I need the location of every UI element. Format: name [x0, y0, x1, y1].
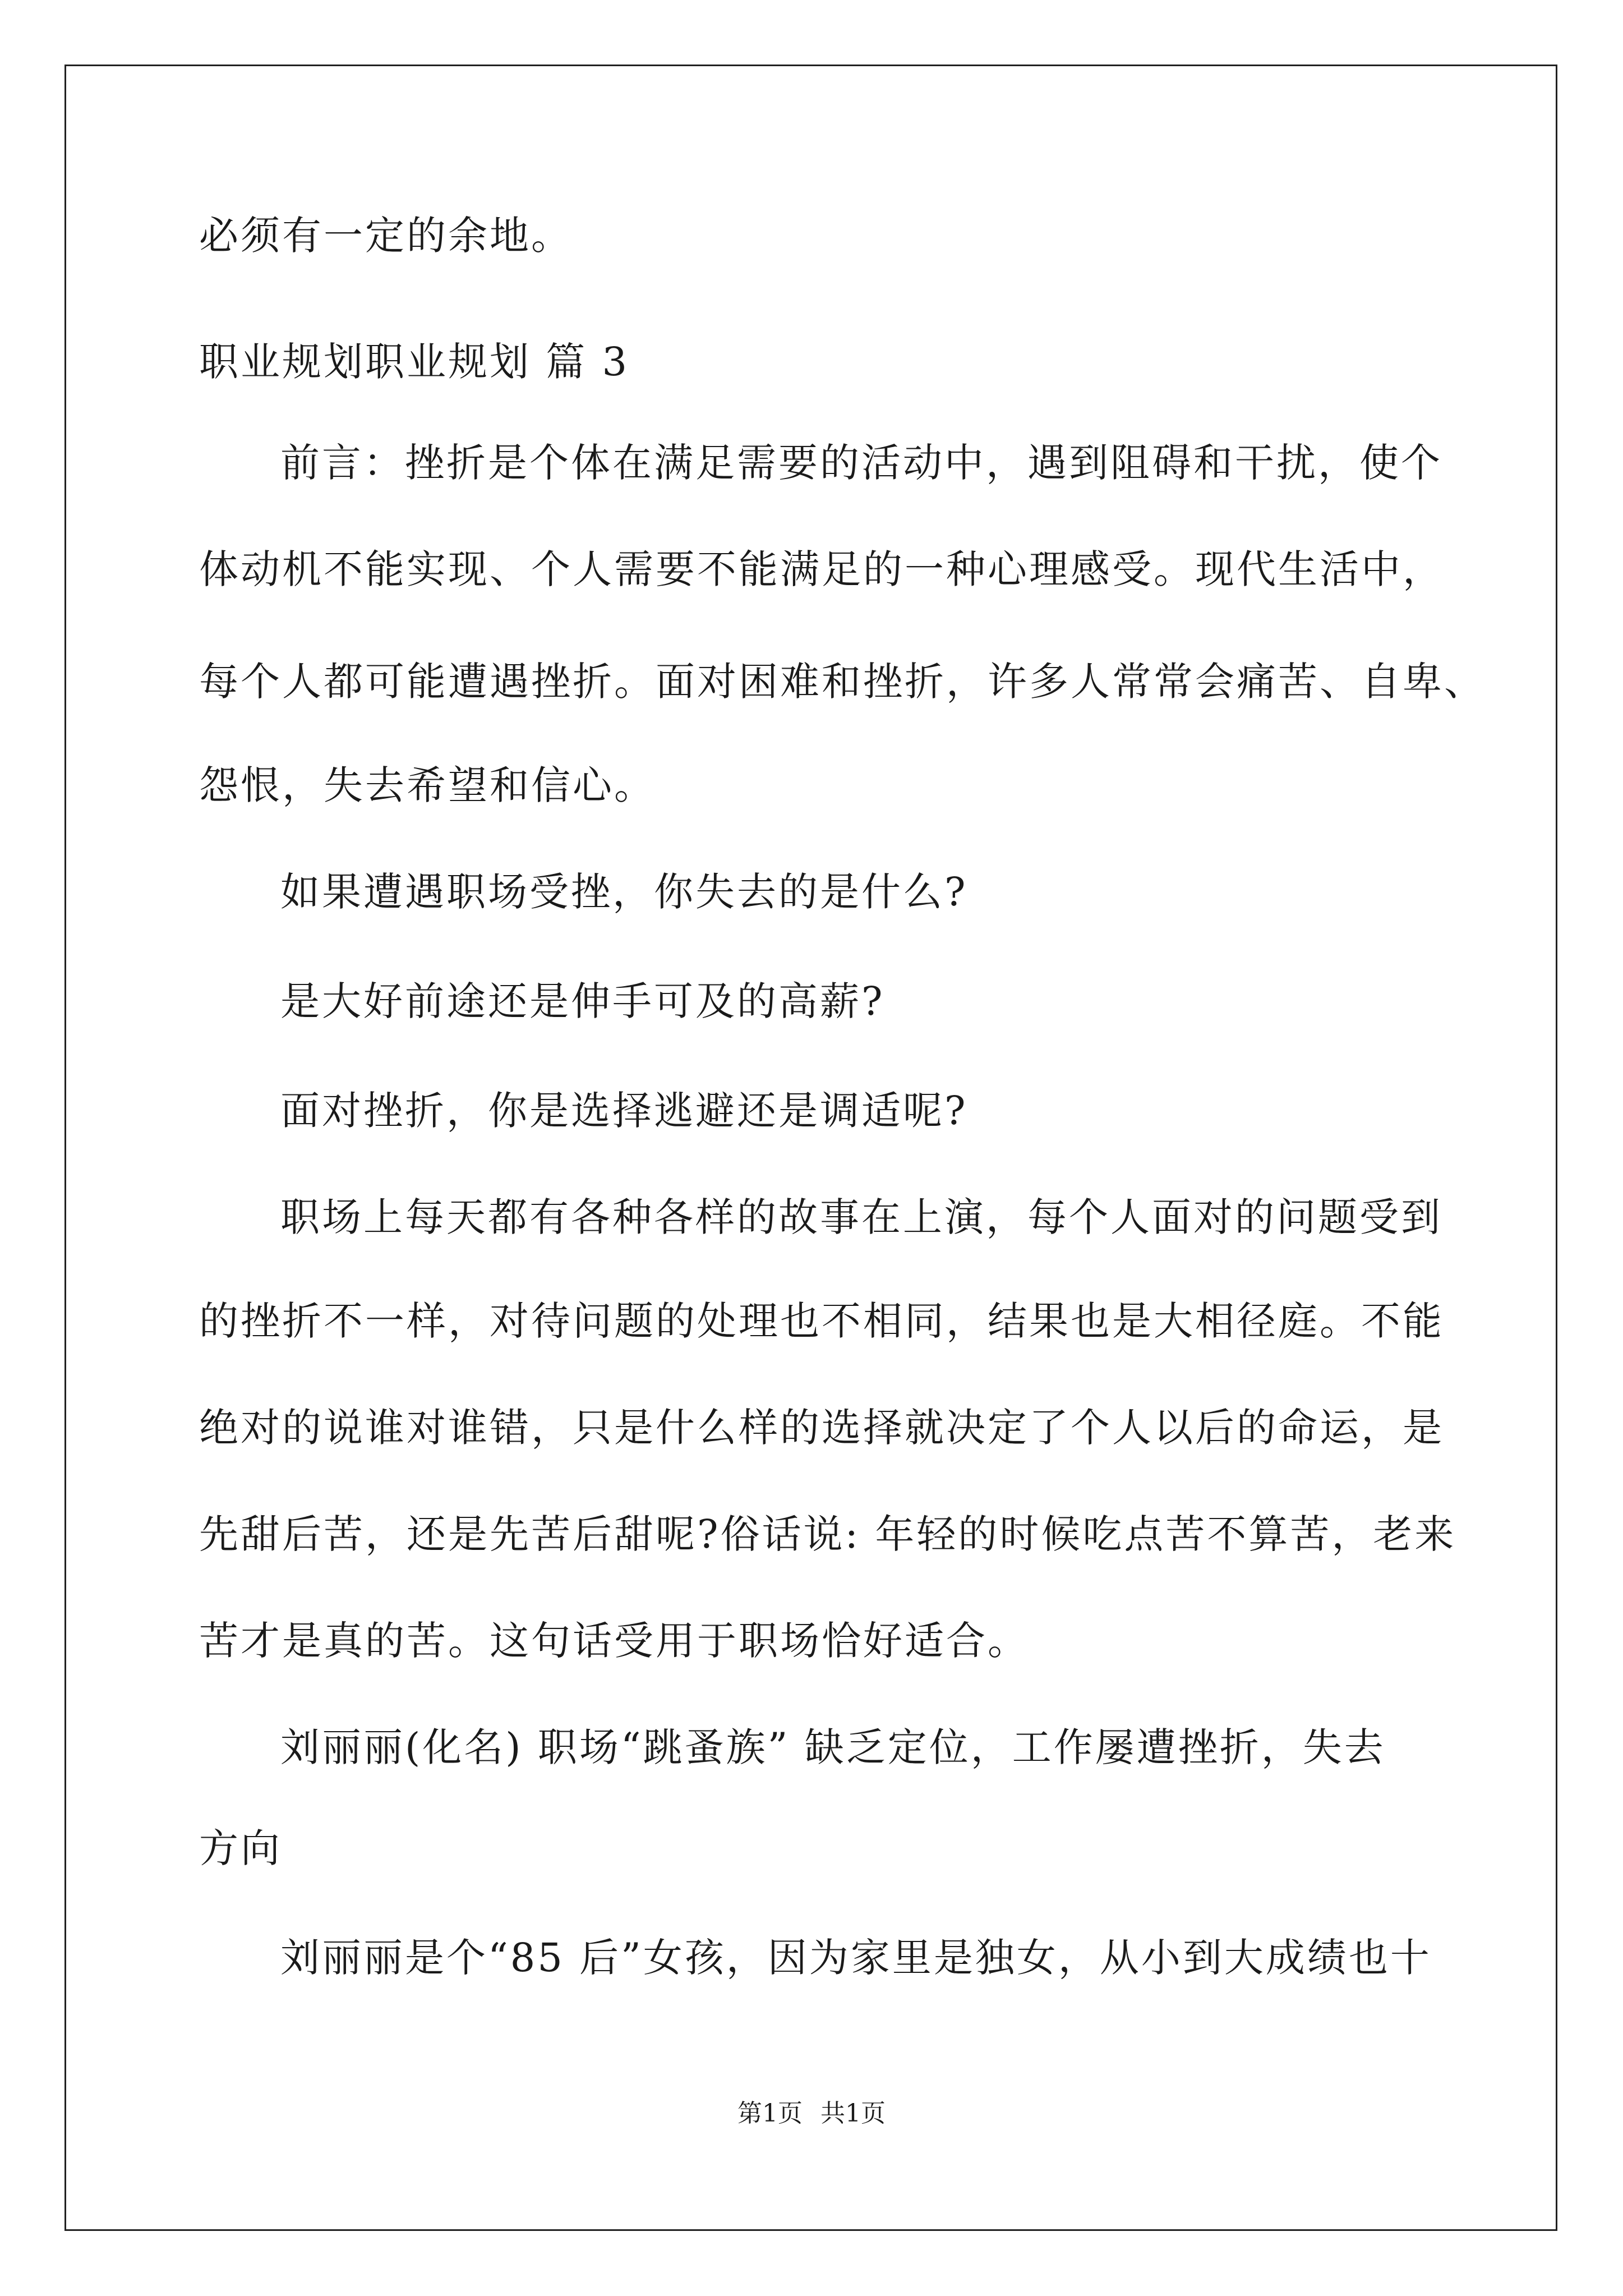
page-footer	[0, 2098, 1623, 2129]
page-border	[64, 65, 1557, 2231]
text-line: 是大好前途还是伸手可及的高薪?	[280, 978, 885, 1024]
text-line: 职场上每天都有各种各样的故事在上演，每个人面对的问题受到	[280, 1194, 1442, 1240]
text-line: 前言：挫折是个体在满足需要的活动中，遇到阻碍和干扰，使个	[280, 440, 1442, 486]
text-line: 方向	[199, 1825, 282, 1871]
text-line: 每个人都可能遭遇挫折。面对困难和挫折，许多人常常会痛苦、自卑、	[199, 659, 1486, 705]
text-line: 刘丽丽(化名) 职场“跳蚤族” 缺乏定位，工作屡遭挫折，失去	[280, 1724, 1386, 1770]
text-line: 绝对的说谁对谁错，只是什么样的选择就决定了个人以后的命运，是	[199, 1405, 1444, 1451]
text-line: 先甜后苦，还是先苦后甜呢?俗话说: 年轻的时候吃点苦不算苦，老来	[199, 1511, 1456, 1557]
text-line: 的挫折不一样，对待问题的处理也不相同，结果也是大相径庭。不能	[199, 1298, 1444, 1344]
text-line: 如果遭遇职场受挫，你失去的是什么?	[280, 869, 968, 915]
text-line: 刘丽丽是个“85 后”女孩，因为家里是独女，从小到大成绩也十	[280, 1935, 1432, 1981]
page-total: 共1页	[820, 2099, 886, 2128]
page-number: 第1页	[737, 2099, 803, 2128]
text-line: 怨恨，失去希望和信心。	[199, 762, 656, 808]
text-line: 必须有一定的余地。	[199, 213, 573, 259]
text-line: 体动机不能实现、个人需要不能满足的一种心理感受。现代生活中，	[199, 546, 1444, 592]
text-line: 面对挫折，你是选择逃避还是调适呢?	[280, 1088, 968, 1134]
section-heading: 职业规划职业规划 篇 3	[199, 339, 630, 385]
text-line: 苦才是真的苦。这句话受用于职场恰好适合。	[199, 1618, 1029, 1664]
